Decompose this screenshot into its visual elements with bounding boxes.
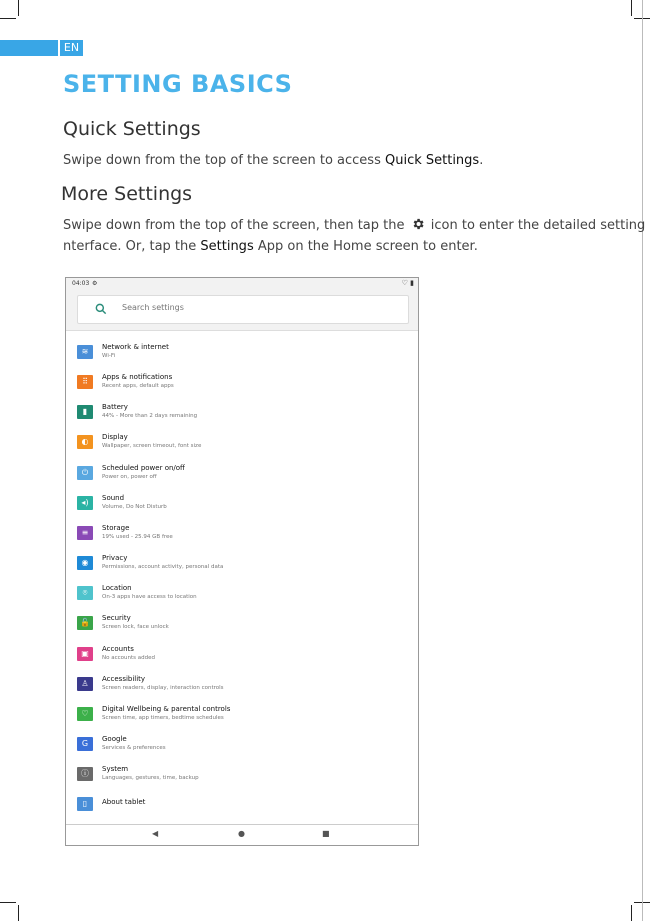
settings-item[interactable]: [66, 400, 418, 430]
search-box[interactable]: [77, 295, 409, 324]
settings-item-title: Accounts: [102, 644, 134, 653]
quick-settings-heading: Quick Settings: [63, 118, 201, 140]
google-icon: G: [77, 737, 93, 751]
settings-item[interactable]: [66, 702, 418, 732]
back-icon[interactable]: ◀: [152, 829, 159, 838]
about-tablet-icon: ▯: [77, 797, 93, 811]
crop-mark: [631, 905, 632, 921]
wifi-icon: ≋: [77, 345, 93, 359]
accounts-icon: ▣: [77, 647, 93, 661]
status-wifi-battery-icon: ♡ ▮: [401, 279, 414, 287]
settings-item-title: Apps & notifications: [102, 373, 173, 382]
system-icon: ⓘ: [77, 767, 93, 781]
crop-mark: [0, 902, 16, 903]
settings-item[interactable]: [66, 340, 418, 370]
sound-icon: ◂): [77, 496, 93, 510]
settings-item-subtitle: 44% - More than 2 days remaining: [102, 413, 198, 420]
settings-item-subtitle: Screen time, app timers, bedtime schedules: [102, 714, 224, 721]
settings-item[interactable]: [66, 581, 418, 611]
crop-mark: [631, 0, 632, 16]
tablet-screenshot: [65, 277, 419, 846]
settings-item-title: Google: [102, 734, 127, 743]
search-icon: [94, 302, 108, 316]
settings-item-subtitle: Screen lock, face unlock: [102, 624, 169, 631]
privacy-icon: ◉: [77, 556, 93, 570]
settings-item[interactable]: [66, 430, 418, 460]
settings-item-subtitle: Power on, power off: [102, 473, 157, 480]
settings-item-subtitle: Wallpaper, screen timeout, font size: [102, 443, 202, 450]
settings-item[interactable]: [66, 491, 418, 521]
quick-settings-text: Swipe down from the top of the screen to access Quick Settings.: [63, 153, 484, 168]
more-settings-heading: More Settings: [61, 183, 193, 205]
page-title: SETTING BASICS: [63, 70, 293, 98]
settings-item-title: Location: [102, 584, 132, 593]
crop-mark: [18, 905, 19, 921]
more-settings-text-line1: Swipe down from the top of the screen, then tap the icon to enter the detailed setting: [63, 218, 646, 233]
navigation-bar: [66, 824, 418, 845]
settings-item-subtitle: Wi-Fi: [102, 353, 116, 359]
language-tag: EN: [60, 40, 83, 56]
display-icon: ◐: [77, 435, 93, 449]
crop-mark: [18, 0, 19, 16]
settings-item-title: Network & internet: [102, 343, 169, 351]
battery-icon: ▮: [77, 405, 93, 419]
settings-item-title: About tablet: [102, 798, 146, 807]
power-icon: ⏻: [77, 466, 93, 480]
apps-icon: ⠿: [77, 375, 93, 389]
settings-item[interactable]: [66, 792, 418, 822]
settings-item-title: Storage: [102, 523, 130, 532]
settings-item-title: Digital Wellbeing & parental controls: [102, 704, 231, 713]
security-icon: 🔓: [77, 616, 93, 630]
home-icon[interactable]: ●: [238, 829, 245, 838]
settings-item[interactable]: [66, 551, 418, 581]
location-icon: ⌾: [77, 586, 93, 600]
settings-item-subtitle: Languages, gestures, time, backup: [102, 775, 199, 782]
settings-item-title: Accessibility: [102, 674, 146, 683]
settings-item-subtitle: No accounts added: [102, 654, 155, 661]
settings-item-subtitle: Services & preferences: [102, 744, 166, 751]
language-bar: [0, 40, 58, 56]
settings-item[interactable]: [66, 611, 418, 641]
settings-item[interactable]: [66, 642, 418, 672]
settings-item[interactable]: [66, 370, 418, 400]
settings-item-title: Privacy: [102, 554, 128, 563]
storage-icon: ≡: [77, 526, 93, 540]
settings-item-subtitle: 19% used - 25.94 GB free: [102, 533, 173, 540]
settings-item-subtitle: Screen readers, display, interaction controls: [102, 684, 224, 691]
settings-item-subtitle: Recent apps, default apps: [102, 383, 174, 390]
search-input[interactable]: [120, 302, 384, 313]
settings-item-title: Security: [102, 614, 131, 623]
settings-item-title: System: [102, 765, 129, 774]
settings-item-title: Scheduled power on/off: [102, 463, 185, 472]
more-settings-text-line2: nterface. Or, tap the Settings App on the Home screen to enter.: [63, 239, 478, 254]
settings-item[interactable]: [66, 461, 418, 491]
wellbeing-icon: ♡: [77, 707, 93, 721]
settings-item[interactable]: [66, 732, 418, 762]
status-bar: [66, 278, 418, 290]
settings-item[interactable]: [66, 672, 418, 702]
settings-item-title: Battery: [102, 403, 128, 412]
status-gear-icon: ⚙: [92, 280, 98, 287]
settings-item[interactable]: [66, 521, 418, 551]
gear-icon: [411, 217, 425, 231]
crop-mark: [0, 18, 16, 19]
settings-item-title: Display: [102, 433, 128, 442]
settings-item-subtitle: Volume, Do Not Disturb: [102, 503, 167, 510]
settings-item-subtitle: On-3 apps have access to location: [102, 594, 197, 601]
search-area: [66, 290, 418, 331]
trim-line: [642, 0, 643, 921]
recents-icon[interactable]: ■: [322, 829, 330, 838]
settings-item-title: Sound: [102, 493, 125, 502]
status-time: 04:03: [72, 280, 90, 287]
accessibility-icon: ♙: [77, 677, 93, 691]
settings-item[interactable]: [66, 762, 418, 792]
settings-item-subtitle: Permissions, account activity, personal data: [102, 564, 224, 571]
